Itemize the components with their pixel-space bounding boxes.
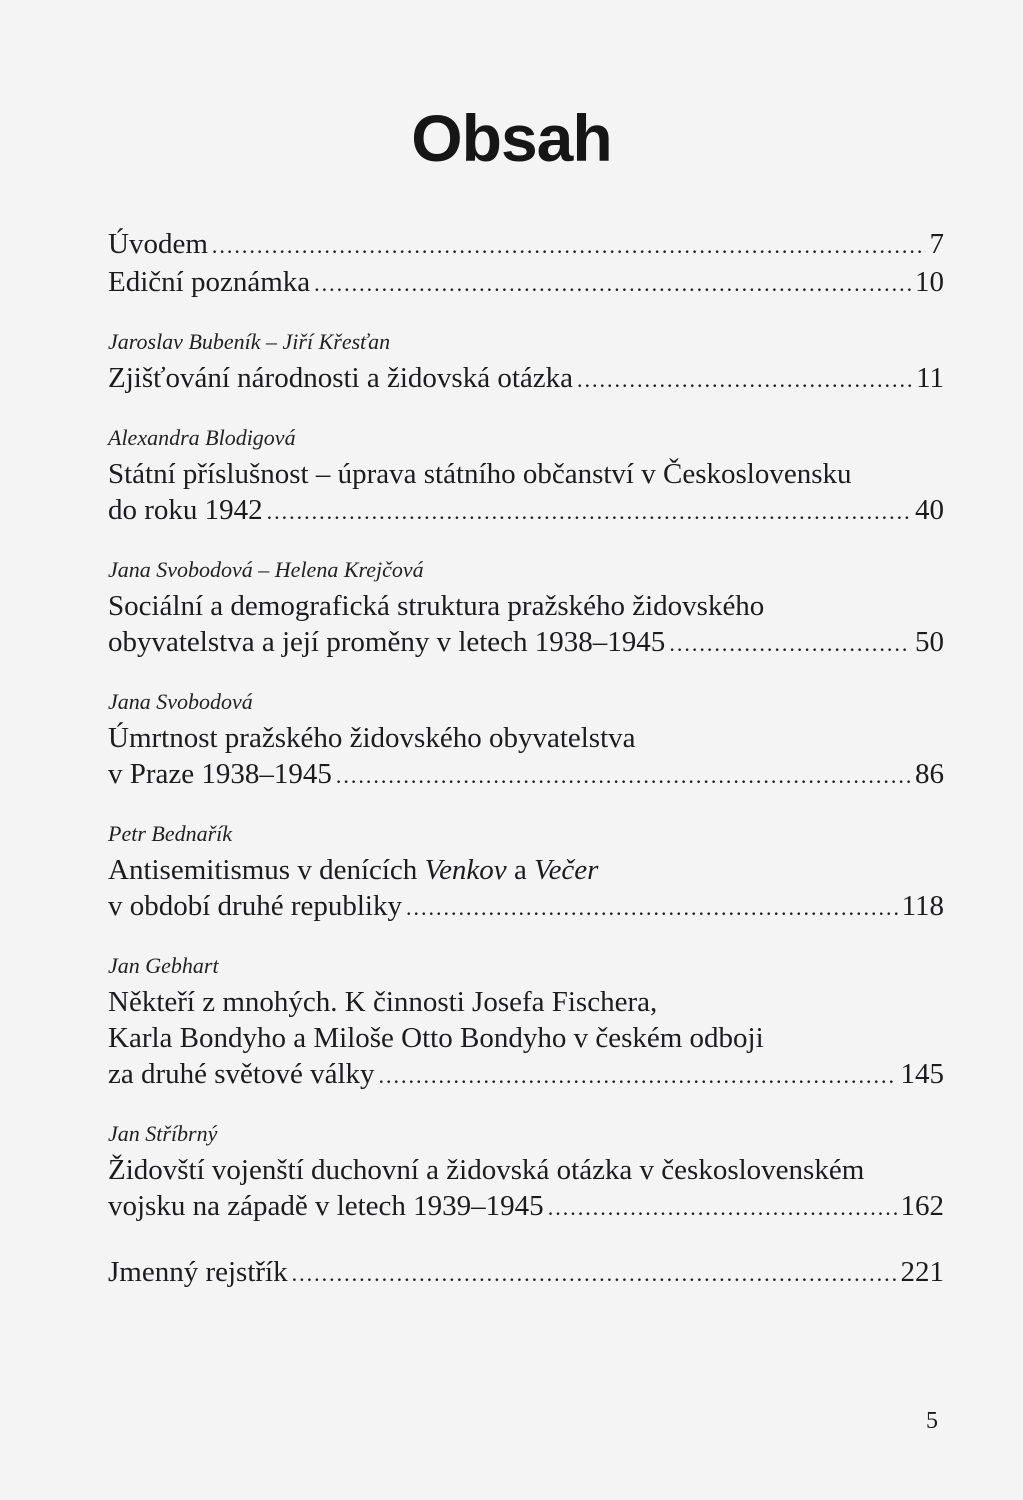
entry-title-line[interactable]: Úmrtnost pražského židovského obyvatelstva	[108, 722, 636, 754]
leader-dots	[548, 1190, 897, 1226]
entry-title: Zjišťování národnosti a židovská otázka	[108, 362, 573, 394]
page-number: 162	[900, 1190, 944, 1222]
entry-title: Ediční poznámka	[108, 266, 311, 298]
entry-title-line[interactable]	[108, 852, 944, 888]
toc-entry-zjistovani	[108, 328, 944, 398]
leader-dots	[336, 758, 911, 794]
entry-author: Jan Stříbrný	[108, 1121, 218, 1146]
leader-dots	[267, 494, 911, 530]
toc-entry-umrtnost	[108, 688, 944, 794]
page-title: Obsah	[411, 101, 612, 175]
table-of-contents	[108, 226, 944, 1292]
leader-dots	[379, 1058, 897, 1094]
title-part: Antisemitismus v denících	[108, 854, 425, 886]
page-number: 40	[915, 494, 944, 526]
toc-line[interactable]	[108, 1056, 944, 1094]
toc-line[interactable]	[108, 226, 944, 264]
folio-page-number: 5	[926, 1408, 938, 1434]
leader-dots	[406, 890, 898, 926]
newspaper-name: Venkov	[424, 854, 507, 886]
entry-author: Jaroslav Bubeník – Jiří Křesťan	[108, 329, 391, 354]
entry-title: do roku 1942	[108, 494, 263, 526]
leader-dots	[292, 1256, 897, 1292]
entry-title: obyvatelstva a její proměny v letech 1938–1945	[108, 626, 666, 658]
toc-entry-jmenny-rejstrik	[108, 1254, 944, 1292]
entry-title: v období druhé republiky	[108, 890, 402, 922]
toc-line[interactable]	[108, 1188, 944, 1226]
entry-title-line[interactable]: Karla Bondyho a Miloše Otto Bondyho v českém odboji	[108, 1022, 764, 1054]
page-number: 221	[900, 1256, 944, 1288]
toc-entry-statni-prislusnost	[108, 424, 944, 530]
leader-dots	[577, 362, 912, 398]
entry-title: vojsku na západě v letech 1939–1945	[108, 1190, 544, 1222]
entry-title: Úvodem	[108, 228, 208, 260]
toc-line[interactable]	[108, 360, 944, 398]
title-part: a	[506, 854, 535, 886]
entry-author: Jana Svobodová – Helena Krejčová	[108, 557, 424, 582]
toc-entry-socialni-struktura	[108, 556, 944, 662]
entry-title: Jmenný rejstřík	[108, 1256, 288, 1288]
page-number: 145	[900, 1058, 944, 1090]
toc-entry-antisemitismus	[108, 820, 944, 926]
toc-entry-zidovsti-duchovni	[108, 1120, 944, 1226]
entry-title-line[interactable]: Židovští vojenští duchovní a židovská otázka v československém	[108, 1154, 865, 1186]
toc-line[interactable]	[108, 756, 944, 794]
toc-entry-nekteri-z-mnohych	[108, 952, 944, 1094]
entry-title-line[interactable]: Někteří z mnohých. K činnosti Josefa Fischera,	[108, 986, 658, 1018]
newspaper-name: Večer	[534, 854, 599, 886]
toc-entry-uvodem	[108, 226, 944, 264]
entry-author: Jan Gebhart	[108, 953, 219, 978]
entry-title: za druhé světové války	[108, 1058, 375, 1090]
leader-dots	[314, 266, 911, 302]
page-number: 50	[915, 626, 944, 658]
toc-entry-edicni-poznamka	[108, 264, 944, 302]
entry-title: v Praze 1938–1945	[108, 758, 332, 790]
toc-line[interactable]	[108, 492, 944, 530]
entry-author: Petr Bednařík	[108, 821, 233, 846]
toc-line[interactable]	[108, 624, 944, 662]
leader-dots	[669, 626, 911, 662]
entry-title-line[interactable]: Sociální a demografická struktura pražského židovského	[108, 590, 765, 622]
entry-title-line[interactable]: Státní příslušnost – úprava státního občanství v Československu	[108, 458, 852, 490]
leader-dots	[212, 228, 926, 264]
page-number: 10	[915, 266, 944, 298]
page-number: 7	[929, 228, 944, 260]
page-number: 118	[901, 890, 944, 922]
toc-line[interactable]	[108, 1254, 944, 1292]
entry-author: Jana Svobodová	[108, 689, 253, 714]
page-number: 86	[915, 758, 944, 790]
toc-line[interactable]	[108, 264, 944, 302]
page-number: 11	[916, 362, 944, 394]
entry-author: Alexandra Blodigová	[108, 425, 296, 450]
toc-line[interactable]	[108, 888, 944, 926]
